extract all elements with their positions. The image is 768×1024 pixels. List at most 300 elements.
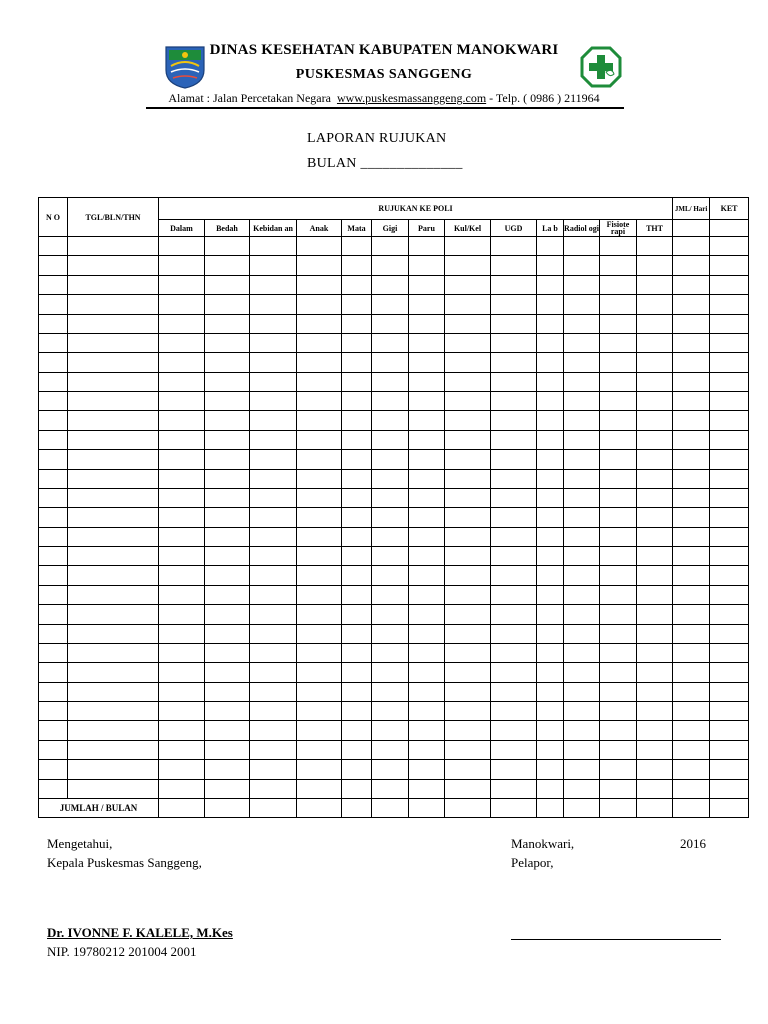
table-cell[interactable]: [637, 488, 673, 507]
table-cell[interactable]: [445, 585, 491, 604]
table-cell[interactable]: [250, 372, 297, 391]
table-cell[interactable]: [710, 643, 749, 662]
table-cell[interactable]: [159, 353, 205, 372]
table-cell[interactable]: [342, 547, 372, 566]
table-cell[interactable]: [600, 779, 637, 799]
table-cell[interactable]: [637, 372, 673, 391]
table-cell[interactable]: [491, 799, 537, 818]
table-cell[interactable]: [68, 237, 159, 256]
table-cell[interactable]: [537, 566, 564, 585]
table-cell[interactable]: [445, 605, 491, 624]
table-cell[interactable]: [537, 547, 564, 566]
table-cell[interactable]: [159, 527, 205, 546]
table-cell[interactable]: [250, 469, 297, 488]
table-cell[interactable]: [600, 333, 637, 352]
table-cell[interactable]: [637, 682, 673, 701]
table-cell[interactable]: [673, 508, 710, 527]
table-cell[interactable]: [205, 779, 250, 799]
table-cell[interactable]: [600, 392, 637, 411]
table-cell[interactable]: [537, 469, 564, 488]
table-cell[interactable]: [205, 353, 250, 372]
table-cell[interactable]: [710, 566, 749, 585]
table-cell[interactable]: [491, 430, 537, 449]
table-cell[interactable]: [537, 450, 564, 469]
table-cell[interactable]: [409, 605, 445, 624]
table-cell[interactable]: [372, 643, 409, 662]
table-cell[interactable]: [673, 333, 710, 352]
table-cell[interactable]: [537, 508, 564, 527]
table-cell[interactable]: [710, 295, 749, 314]
table-cell[interactable]: [342, 799, 372, 818]
table-cell[interactable]: [537, 779, 564, 799]
table-cell[interactable]: [409, 799, 445, 818]
table-cell[interactable]: [537, 430, 564, 449]
table-cell[interactable]: [68, 643, 159, 662]
table-cell[interactable]: [205, 624, 250, 643]
table-cell[interactable]: [250, 295, 297, 314]
table-cell[interactable]: [409, 566, 445, 585]
table-cell[interactable]: [250, 527, 297, 546]
table-cell[interactable]: [537, 527, 564, 546]
table-cell[interactable]: [537, 314, 564, 333]
table-cell[interactable]: [250, 605, 297, 624]
table-cell[interactable]: [409, 624, 445, 643]
table-cell[interactable]: [39, 392, 68, 411]
table-cell[interactable]: [710, 702, 749, 721]
table-cell[interactable]: [159, 469, 205, 488]
table-cell[interactable]: [68, 702, 159, 721]
table-cell[interactable]: [564, 488, 600, 507]
table-cell[interactable]: [159, 663, 205, 682]
table-cell[interactable]: [409, 682, 445, 701]
table-cell[interactable]: [710, 275, 749, 294]
table-cell[interactable]: [491, 624, 537, 643]
table-cell[interactable]: [600, 469, 637, 488]
table-cell[interactable]: [673, 275, 710, 294]
table-cell[interactable]: [159, 721, 205, 740]
table-cell[interactable]: [297, 508, 342, 527]
table-cell[interactable]: [637, 411, 673, 430]
table-cell[interactable]: [710, 256, 749, 275]
table-cell[interactable]: [205, 527, 250, 546]
table-cell[interactable]: [39, 314, 68, 333]
table-cell[interactable]: [637, 392, 673, 411]
table-cell[interactable]: [159, 799, 205, 818]
table-cell[interactable]: [159, 256, 205, 275]
table-cell[interactable]: [564, 237, 600, 256]
table-cell[interactable]: [250, 314, 297, 333]
table-cell[interactable]: [564, 314, 600, 333]
table-cell[interactable]: [710, 779, 749, 799]
table-cell[interactable]: [409, 547, 445, 566]
table-cell[interactable]: [445, 450, 491, 469]
table-cell[interactable]: [600, 566, 637, 585]
table-cell[interactable]: [445, 566, 491, 585]
table-cell[interactable]: [342, 295, 372, 314]
table-cell[interactable]: [537, 605, 564, 624]
table-cell[interactable]: [205, 760, 250, 779]
table-cell[interactable]: [445, 760, 491, 779]
table-cell[interactable]: [205, 799, 250, 818]
table-cell[interactable]: [68, 392, 159, 411]
table-cell[interactable]: [342, 624, 372, 643]
table-cell[interactable]: [297, 469, 342, 488]
table-cell[interactable]: [445, 799, 491, 818]
table-cell[interactable]: [159, 682, 205, 701]
table-cell[interactable]: [564, 702, 600, 721]
table-cell[interactable]: [205, 295, 250, 314]
table-cell[interactable]: [600, 702, 637, 721]
table-cell[interactable]: [205, 488, 250, 507]
table-cell[interactable]: [409, 450, 445, 469]
table-cell[interactable]: [250, 333, 297, 352]
table-cell[interactable]: [537, 799, 564, 818]
table-cell[interactable]: [445, 295, 491, 314]
table-cell[interactable]: [68, 430, 159, 449]
table-cell[interactable]: [673, 488, 710, 507]
table-cell[interactable]: [159, 547, 205, 566]
table-cell[interactable]: [491, 295, 537, 314]
table-cell[interactable]: [409, 779, 445, 799]
table-cell[interactable]: [372, 469, 409, 488]
table-cell[interactable]: [297, 702, 342, 721]
table-cell[interactable]: [297, 585, 342, 604]
table-cell[interactable]: [297, 353, 342, 372]
table-cell[interactable]: [564, 682, 600, 701]
table-cell[interactable]: [409, 469, 445, 488]
table-cell[interactable]: [600, 624, 637, 643]
table-cell[interactable]: [205, 275, 250, 294]
table-cell[interactable]: [159, 372, 205, 391]
table-cell[interactable]: [342, 372, 372, 391]
table-cell[interactable]: [491, 314, 537, 333]
table-cell[interactable]: [710, 314, 749, 333]
table-cell[interactable]: [637, 799, 673, 818]
table-cell[interactable]: [39, 430, 68, 449]
table-cell[interactable]: [710, 547, 749, 566]
table-cell[interactable]: [372, 547, 409, 566]
table-cell[interactable]: [409, 275, 445, 294]
table-cell[interactable]: [250, 643, 297, 662]
table-cell[interactable]: [637, 740, 673, 759]
table-cell[interactable]: [250, 411, 297, 430]
table-cell[interactable]: [710, 333, 749, 352]
table-cell[interactable]: [39, 663, 68, 682]
table-cell[interactable]: [673, 702, 710, 721]
table-cell[interactable]: [564, 430, 600, 449]
table-cell[interactable]: [564, 256, 600, 275]
table-cell[interactable]: [600, 760, 637, 779]
table-cell[interactable]: [68, 779, 159, 799]
table-cell[interactable]: [409, 663, 445, 682]
table-cell[interactable]: [491, 663, 537, 682]
table-cell[interactable]: [68, 605, 159, 624]
table-cell[interactable]: [491, 450, 537, 469]
table-cell[interactable]: [637, 643, 673, 662]
table-cell[interactable]: [409, 721, 445, 740]
table-cell[interactable]: [39, 372, 68, 391]
table-cell[interactable]: [342, 740, 372, 759]
table-cell[interactable]: [673, 663, 710, 682]
table-cell[interactable]: [710, 353, 749, 372]
table-cell[interactable]: [372, 237, 409, 256]
table-cell[interactable]: [409, 237, 445, 256]
table-cell[interactable]: [537, 682, 564, 701]
table-cell[interactable]: [637, 605, 673, 624]
table-cell[interactable]: [250, 682, 297, 701]
table-cell[interactable]: [159, 740, 205, 759]
table-cell[interactable]: [297, 643, 342, 662]
table-cell[interactable]: [68, 682, 159, 701]
table-cell[interactable]: [297, 275, 342, 294]
table-cell[interactable]: [159, 488, 205, 507]
table-cell[interactable]: [372, 430, 409, 449]
table-cell[interactable]: [673, 295, 710, 314]
table-cell[interactable]: [637, 333, 673, 352]
table-cell[interactable]: [637, 295, 673, 314]
table-cell[interactable]: [297, 488, 342, 507]
table-cell[interactable]: [342, 488, 372, 507]
table-cell[interactable]: [445, 624, 491, 643]
table-cell[interactable]: [205, 372, 250, 391]
table-cell[interactable]: [342, 430, 372, 449]
table-cell[interactable]: [491, 527, 537, 546]
table-cell[interactable]: [372, 333, 409, 352]
table-cell[interactable]: [159, 411, 205, 430]
table-cell[interactable]: [342, 256, 372, 275]
table-cell[interactable]: [564, 721, 600, 740]
table-cell[interactable]: [491, 721, 537, 740]
table-cell[interactable]: [39, 411, 68, 430]
table-cell[interactable]: [205, 430, 250, 449]
table-cell[interactable]: [68, 275, 159, 294]
table-cell[interactable]: [250, 721, 297, 740]
table-cell[interactable]: [372, 256, 409, 275]
table-cell[interactable]: [409, 702, 445, 721]
table-cell[interactable]: [673, 740, 710, 759]
table-cell[interactable]: [673, 411, 710, 430]
table-cell[interactable]: [372, 450, 409, 469]
table-cell[interactable]: [600, 740, 637, 759]
table-cell[interactable]: [409, 353, 445, 372]
table-cell[interactable]: [250, 275, 297, 294]
table-cell[interactable]: [250, 256, 297, 275]
table-cell[interactable]: [710, 624, 749, 643]
table-cell[interactable]: [205, 256, 250, 275]
table-cell[interactable]: [297, 663, 342, 682]
table-cell[interactable]: [491, 275, 537, 294]
table-cell[interactable]: [710, 469, 749, 488]
table-cell[interactable]: [342, 643, 372, 662]
table-cell[interactable]: [637, 566, 673, 585]
table-cell[interactable]: [564, 740, 600, 759]
table-cell[interactable]: [673, 624, 710, 643]
table-cell[interactable]: [564, 411, 600, 430]
table-cell[interactable]: [68, 740, 159, 759]
table-cell[interactable]: [537, 643, 564, 662]
table-cell[interactable]: [68, 721, 159, 740]
table-cell[interactable]: [409, 527, 445, 546]
table-cell[interactable]: [537, 411, 564, 430]
table-cell[interactable]: [297, 624, 342, 643]
table-cell[interactable]: [342, 721, 372, 740]
table-cell[interactable]: [564, 353, 600, 372]
table-cell[interactable]: [342, 411, 372, 430]
table-cell[interactable]: [600, 663, 637, 682]
table-cell[interactable]: [564, 333, 600, 352]
table-cell[interactable]: [39, 702, 68, 721]
table-cell[interactable]: [445, 353, 491, 372]
table-cell[interactable]: [409, 488, 445, 507]
table-cell[interactable]: [637, 430, 673, 449]
table-cell[interactable]: [637, 702, 673, 721]
table-cell[interactable]: [39, 333, 68, 352]
table-cell[interactable]: [491, 547, 537, 566]
table-cell[interactable]: [445, 314, 491, 333]
table-cell[interactable]: [39, 760, 68, 779]
table-cell[interactable]: [637, 469, 673, 488]
table-cell[interactable]: [372, 585, 409, 604]
table-cell[interactable]: [537, 237, 564, 256]
table-cell[interactable]: [710, 488, 749, 507]
table-cell[interactable]: [537, 702, 564, 721]
table-cell[interactable]: [68, 527, 159, 546]
table-cell[interactable]: [409, 430, 445, 449]
table-cell[interactable]: [68, 411, 159, 430]
table-cell[interactable]: [342, 702, 372, 721]
table-cell[interactable]: [205, 333, 250, 352]
table-cell[interactable]: [600, 547, 637, 566]
table-cell[interactable]: [445, 411, 491, 430]
table-cell[interactable]: [710, 682, 749, 701]
table-cell[interactable]: [342, 566, 372, 585]
table-cell[interactable]: [205, 702, 250, 721]
table-cell[interactable]: [297, 295, 342, 314]
table-cell[interactable]: [372, 392, 409, 411]
table-cell[interactable]: [637, 585, 673, 604]
table-cell[interactable]: [600, 508, 637, 527]
table-cell[interactable]: [600, 585, 637, 604]
table-cell[interactable]: [673, 237, 710, 256]
table-cell[interactable]: [445, 547, 491, 566]
table-cell[interactable]: [491, 682, 537, 701]
table-cell[interactable]: [600, 411, 637, 430]
table-cell[interactable]: [250, 430, 297, 449]
table-cell[interactable]: [39, 624, 68, 643]
table-cell[interactable]: [205, 547, 250, 566]
table-cell[interactable]: [205, 643, 250, 662]
table-cell[interactable]: [445, 643, 491, 662]
table-cell[interactable]: [39, 605, 68, 624]
table-cell[interactable]: [564, 392, 600, 411]
table-cell[interactable]: [297, 527, 342, 546]
table-cell[interactable]: [68, 585, 159, 604]
table-cell[interactable]: [445, 488, 491, 507]
table-cell[interactable]: [297, 682, 342, 701]
table-cell[interactable]: [491, 779, 537, 799]
table-cell[interactable]: [710, 760, 749, 779]
table-cell[interactable]: [409, 411, 445, 430]
table-cell[interactable]: [445, 333, 491, 352]
table-cell[interactable]: [39, 469, 68, 488]
table-cell[interactable]: [205, 450, 250, 469]
table-cell[interactable]: [372, 527, 409, 546]
table-cell[interactable]: [297, 450, 342, 469]
table-cell[interactable]: [297, 799, 342, 818]
table-cell[interactable]: [409, 333, 445, 352]
table-cell[interactable]: [491, 702, 537, 721]
table-cell[interactable]: [564, 508, 600, 527]
table-cell[interactable]: [159, 430, 205, 449]
table-cell[interactable]: [637, 275, 673, 294]
table-cell[interactable]: [710, 237, 749, 256]
table-cell[interactable]: [710, 721, 749, 740]
table-cell[interactable]: [372, 605, 409, 624]
table-cell[interactable]: [68, 256, 159, 275]
table-cell[interactable]: [39, 721, 68, 740]
table-cell[interactable]: [673, 527, 710, 546]
table-cell[interactable]: [491, 333, 537, 352]
table-cell[interactable]: [537, 275, 564, 294]
table-cell[interactable]: [342, 779, 372, 799]
table-cell[interactable]: [39, 488, 68, 507]
table-cell[interactable]: [445, 372, 491, 391]
table-cell[interactable]: [637, 779, 673, 799]
table-cell[interactable]: [39, 740, 68, 759]
table-cell[interactable]: [372, 682, 409, 701]
table-cell[interactable]: [250, 740, 297, 759]
table-cell[interactable]: [445, 392, 491, 411]
table-cell[interactable]: [68, 314, 159, 333]
table-cell[interactable]: [710, 663, 749, 682]
table-cell[interactable]: [637, 624, 673, 643]
table-cell[interactable]: [39, 353, 68, 372]
table-cell[interactable]: [159, 508, 205, 527]
table-cell[interactable]: [445, 237, 491, 256]
table-cell[interactable]: [600, 430, 637, 449]
table-cell[interactable]: [710, 430, 749, 449]
table-cell[interactable]: [445, 256, 491, 275]
table-cell[interactable]: [342, 527, 372, 546]
table-cell[interactable]: [68, 372, 159, 391]
table-cell[interactable]: [600, 527, 637, 546]
table-cell[interactable]: [250, 702, 297, 721]
table-cell[interactable]: [637, 547, 673, 566]
table-cell[interactable]: [250, 566, 297, 585]
table-cell[interactable]: [372, 275, 409, 294]
table-cell[interactable]: [564, 585, 600, 604]
table-cell[interactable]: [491, 585, 537, 604]
table-cell[interactable]: [564, 624, 600, 643]
table-cell[interactable]: [600, 643, 637, 662]
table-cell[interactable]: [491, 488, 537, 507]
table-cell[interactable]: [537, 372, 564, 391]
table-cell[interactable]: [342, 333, 372, 352]
table-cell[interactable]: [409, 760, 445, 779]
table-cell[interactable]: [537, 256, 564, 275]
table-cell[interactable]: [637, 237, 673, 256]
table-cell[interactable]: [39, 566, 68, 585]
table-cell[interactable]: [445, 702, 491, 721]
table-cell[interactable]: [159, 566, 205, 585]
table-cell[interactable]: [297, 333, 342, 352]
table-cell[interactable]: [710, 508, 749, 527]
table-cell[interactable]: [564, 450, 600, 469]
table-cell[interactable]: [637, 508, 673, 527]
table-cell[interactable]: [600, 353, 637, 372]
table-cell[interactable]: [342, 760, 372, 779]
table-cell[interactable]: [564, 275, 600, 294]
